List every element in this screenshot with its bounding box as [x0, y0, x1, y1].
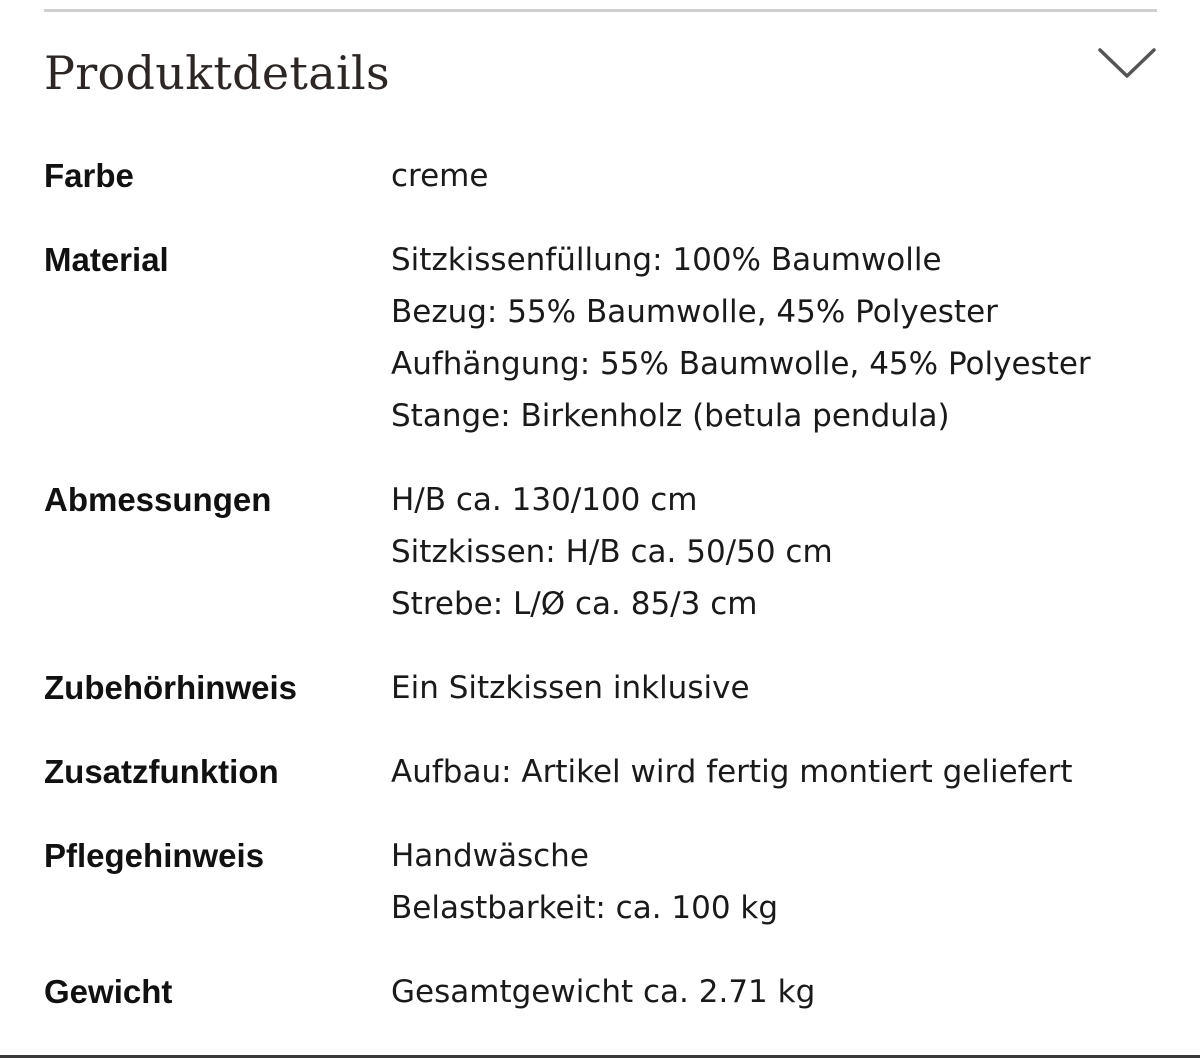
detail-value: Gesamtgewicht ca. 2.71 kg — [391, 974, 816, 1010]
product-details-accordion-header[interactable] — [44, 38, 1157, 108]
detail-row-zusatzfunktion — [44, 746, 1157, 798]
detail-label: Farbe — [44, 157, 134, 194]
detail-values — [391, 746, 1157, 798]
detail-values — [391, 966, 1157, 1018]
detail-label: Gewicht — [44, 973, 173, 1010]
detail-values — [391, 662, 1157, 714]
detail-value: Stange: Birkenholz (betula pendula) — [391, 398, 950, 434]
detail-row-farbe — [44, 150, 1157, 202]
detail-label: Pflegehinweis — [44, 837, 265, 874]
product-details-list — [44, 150, 1157, 1050]
section-title: Produktdetails — [44, 46, 390, 100]
detail-values — [391, 474, 1157, 630]
section-top-divider — [44, 9, 1157, 12]
detail-value: H/B ca. 130/100 cm — [391, 482, 698, 518]
detail-label: Abmessungen — [44, 481, 272, 518]
detail-values — [391, 830, 1157, 934]
detail-row-abmessungen — [44, 474, 1157, 630]
detail-value: Strebe: L/Ø ca. 85/3 cm — [391, 586, 758, 622]
detail-row-gewicht — [44, 966, 1157, 1018]
chevron-down-icon[interactable] — [1097, 46, 1157, 82]
detail-value: creme — [391, 158, 489, 194]
detail-label: Zusatzfunktion — [44, 753, 279, 790]
detail-row-material — [44, 234, 1157, 442]
detail-value: Aufhängung: 55% Baumwolle, 45% Polyester — [391, 346, 1091, 382]
detail-values — [391, 234, 1157, 442]
detail-value: Belastbarkeit: ca. 100 kg — [391, 890, 779, 926]
detail-value: Sitzkissen: H/B ca. 50/50 cm — [391, 534, 833, 570]
detail-row-zubehoerhinweis — [44, 662, 1157, 714]
detail-value: Aufbau: Artikel wird fertig montiert geliefert — [391, 754, 1073, 790]
detail-value: Bezug: 55% Baumwolle, 45% Polyester — [391, 294, 998, 330]
detail-label: Material — [44, 241, 169, 278]
detail-value: Ein Sitzkissen inklusive — [391, 670, 750, 706]
detail-row-pflegehinweis — [44, 830, 1157, 934]
detail-value: Sitzkissenfüllung: 100% Baumwolle — [391, 242, 942, 278]
detail-label: Zubehörhinweis — [44, 669, 298, 706]
detail-values — [391, 150, 1157, 202]
detail-value: Handwäsche — [391, 838, 589, 874]
